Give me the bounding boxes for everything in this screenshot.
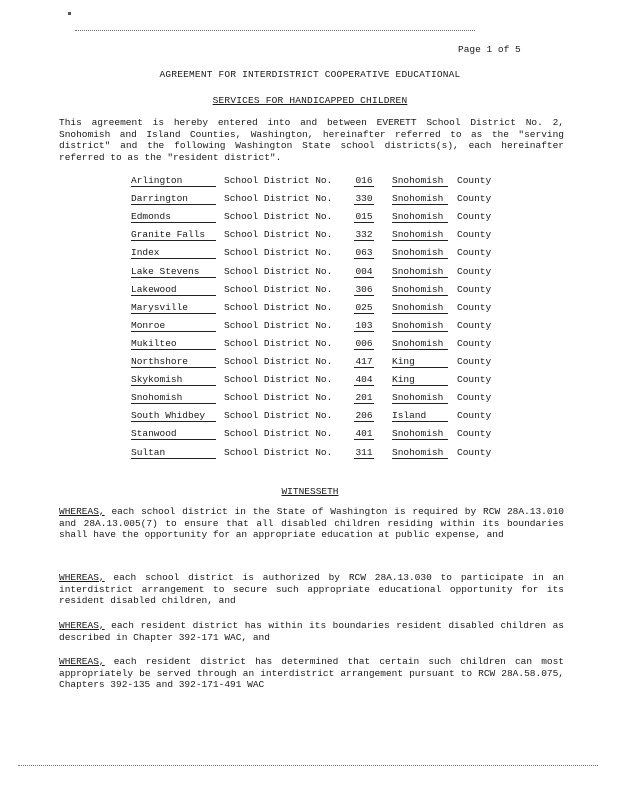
whereas-text: each resident district has determined that certain such children can most appropriately be served through an interdistrict arrangement pursuant to RCW 28A.58.075, Chapters 392-135 and 392-171-491 WAC xyxy=(59,656,564,690)
district-name: Darrington xyxy=(131,193,216,205)
school-district-label: School District No. xyxy=(224,265,333,277)
county-name: Snohomish xyxy=(392,320,448,332)
whereas-text: each resident district has within its boundaries resident disabled children as described in Chapter 392-171 WAC, and xyxy=(59,620,564,643)
district-name: Mukilteo xyxy=(131,338,216,350)
district-number: 006 xyxy=(355,337,373,349)
school-district-label: School District No. xyxy=(224,229,333,241)
witnesseth-heading: WITNESSETH xyxy=(281,486,339,497)
whereas-lead: WHEREAS, xyxy=(59,620,105,631)
county-name: Snohomish xyxy=(392,266,448,278)
county-label: County xyxy=(457,211,492,223)
school-district-label: School District No. xyxy=(224,374,333,386)
whereas-paragraph-1 xyxy=(59,506,564,541)
district-row xyxy=(0,374,620,388)
county-name: Snohomish xyxy=(392,247,448,259)
county-name: Snohomish xyxy=(392,302,448,314)
district-row xyxy=(0,356,620,370)
school-district-label: School District No. xyxy=(224,446,333,458)
school-district-label: School District No. xyxy=(224,428,333,440)
whereas-paragraph-2 xyxy=(59,572,564,607)
district-number: 311 xyxy=(355,446,373,458)
district-row xyxy=(0,410,620,424)
agreement-title: AGREEMENT FOR INTERDISTRICT COOPERATIVE EDUCATIONAL xyxy=(159,69,461,80)
school-district-label: School District No. xyxy=(224,356,333,367)
district-number: 025 xyxy=(355,301,373,313)
district-number: 063 xyxy=(355,247,373,259)
county-label: County xyxy=(457,229,492,241)
district-name: South Whidbey xyxy=(131,410,216,422)
whereas-paragraph-4 xyxy=(59,656,564,691)
county-label: County xyxy=(457,356,492,367)
district-name: Lake Stevens xyxy=(131,266,216,278)
county-label: County xyxy=(457,446,492,458)
intro-paragraph: This agreement is hereby entered into and between EVERETT School District No. 2, Snohomish and Island Counties, Washington, hereinafter referred to as the "serving district" and the following Washington State school districts(s), each hereinafter referred to as the "resident district". xyxy=(59,117,564,163)
county-name: Snohomish xyxy=(392,229,448,241)
district-number: 103 xyxy=(355,319,373,331)
school-district-label: School District No. xyxy=(224,410,333,422)
district-number: 404 xyxy=(355,374,373,386)
school-district-label: School District No. xyxy=(224,337,333,349)
county-label: County xyxy=(457,301,492,313)
district-name: Arlington xyxy=(131,175,216,187)
district-name: Index xyxy=(131,247,216,259)
whereas-lead: WHEREAS, xyxy=(59,572,105,583)
district-number: 201 xyxy=(355,392,373,404)
district-row xyxy=(0,211,620,225)
county-name: Snohomish xyxy=(392,211,448,223)
school-district-label: School District No. xyxy=(224,211,333,223)
county-label: County xyxy=(457,247,492,259)
school-district-label: School District No. xyxy=(224,193,333,205)
district-row xyxy=(0,338,620,352)
fax-footer-strip xyxy=(18,765,598,766)
district-row xyxy=(0,392,620,406)
whereas-text: each school district in the State of Washington is required by RCW 28A.13.010 and 28A.13.005(7) to ensure that all disabled children residing within its boundaries shall have the opportunity for an appropriate education at public expense, and xyxy=(59,506,564,540)
county-name: Snohomish xyxy=(392,447,448,459)
county-name: King xyxy=(392,356,448,368)
district-row xyxy=(0,447,620,461)
district-row xyxy=(0,302,620,316)
district-name: Snohomish xyxy=(131,392,216,404)
district-row xyxy=(0,193,620,207)
county-name: King xyxy=(392,374,448,386)
county-name: Snohomish xyxy=(392,193,448,205)
county-label: County xyxy=(457,193,492,205)
district-name: Stanwood xyxy=(131,428,216,440)
district-number: 306 xyxy=(355,283,373,295)
district-row xyxy=(0,428,620,442)
page-number: Page 1 of 5 xyxy=(458,44,521,55)
district-name: Sultan xyxy=(131,447,216,459)
whereas-paragraph-3 xyxy=(59,620,564,643)
district-name: Marysville xyxy=(131,302,216,314)
district-number: 015 xyxy=(355,211,373,223)
district-row xyxy=(0,284,620,298)
county-label: County xyxy=(457,428,492,440)
county-label: County xyxy=(457,410,492,422)
county-label: County xyxy=(457,392,492,404)
agreement-subtitle: SERVICES FOR HANDICAPPED CHILDREN xyxy=(212,95,408,106)
county-label: County xyxy=(457,319,492,331)
district-name: Skykomish xyxy=(131,374,216,386)
school-district-label: School District No. xyxy=(224,392,333,404)
school-district-label: School District No. xyxy=(224,319,333,331)
county-label: County xyxy=(457,337,492,349)
school-district-label: School District No. xyxy=(224,301,333,313)
district-number: 016 xyxy=(355,175,373,186)
county-name: Snohomish xyxy=(392,175,448,187)
district-name: Northshore xyxy=(131,356,216,368)
county-label: County xyxy=(457,175,492,186)
county-label: County xyxy=(457,265,492,277)
school-district-label: School District No. xyxy=(224,283,333,295)
district-name: Granite Falls xyxy=(131,229,216,241)
scan-speck xyxy=(68,12,71,15)
whereas-text: each school district is authorized by RCW 28A.13.030 to participate in an interdistrict arrangement to secure such appropriate educational opportunity for its resident disabled children, and xyxy=(59,572,564,606)
county-name: Snohomish xyxy=(392,392,448,404)
district-number: 401 xyxy=(355,428,373,440)
district-name: Lakewood xyxy=(131,284,216,296)
whereas-lead: WHEREAS, xyxy=(59,656,105,667)
district-name: Monroe xyxy=(131,320,216,332)
county-name: Snohomish xyxy=(392,338,448,350)
district-number: 330 xyxy=(355,193,373,205)
school-district-label: School District No. xyxy=(224,247,333,259)
district-number: 417 xyxy=(355,356,373,367)
county-name: Island xyxy=(392,410,448,422)
district-row xyxy=(0,175,620,189)
county-name: Snohomish xyxy=(392,428,448,440)
whereas-lead: WHEREAS, xyxy=(59,506,105,517)
district-row xyxy=(0,320,620,334)
county-label: County xyxy=(457,283,492,295)
county-label: County xyxy=(457,374,492,386)
county-name: Snohomish xyxy=(392,284,448,296)
district-row xyxy=(0,266,620,280)
school-district-label: School District No. xyxy=(224,175,333,186)
district-name: Edmonds xyxy=(131,211,216,223)
fax-header-strip xyxy=(75,30,475,35)
district-number: 332 xyxy=(355,229,373,241)
district-number: 206 xyxy=(355,410,373,422)
district-number: 004 xyxy=(355,265,373,277)
district-row xyxy=(0,247,620,261)
district-row xyxy=(0,229,620,243)
